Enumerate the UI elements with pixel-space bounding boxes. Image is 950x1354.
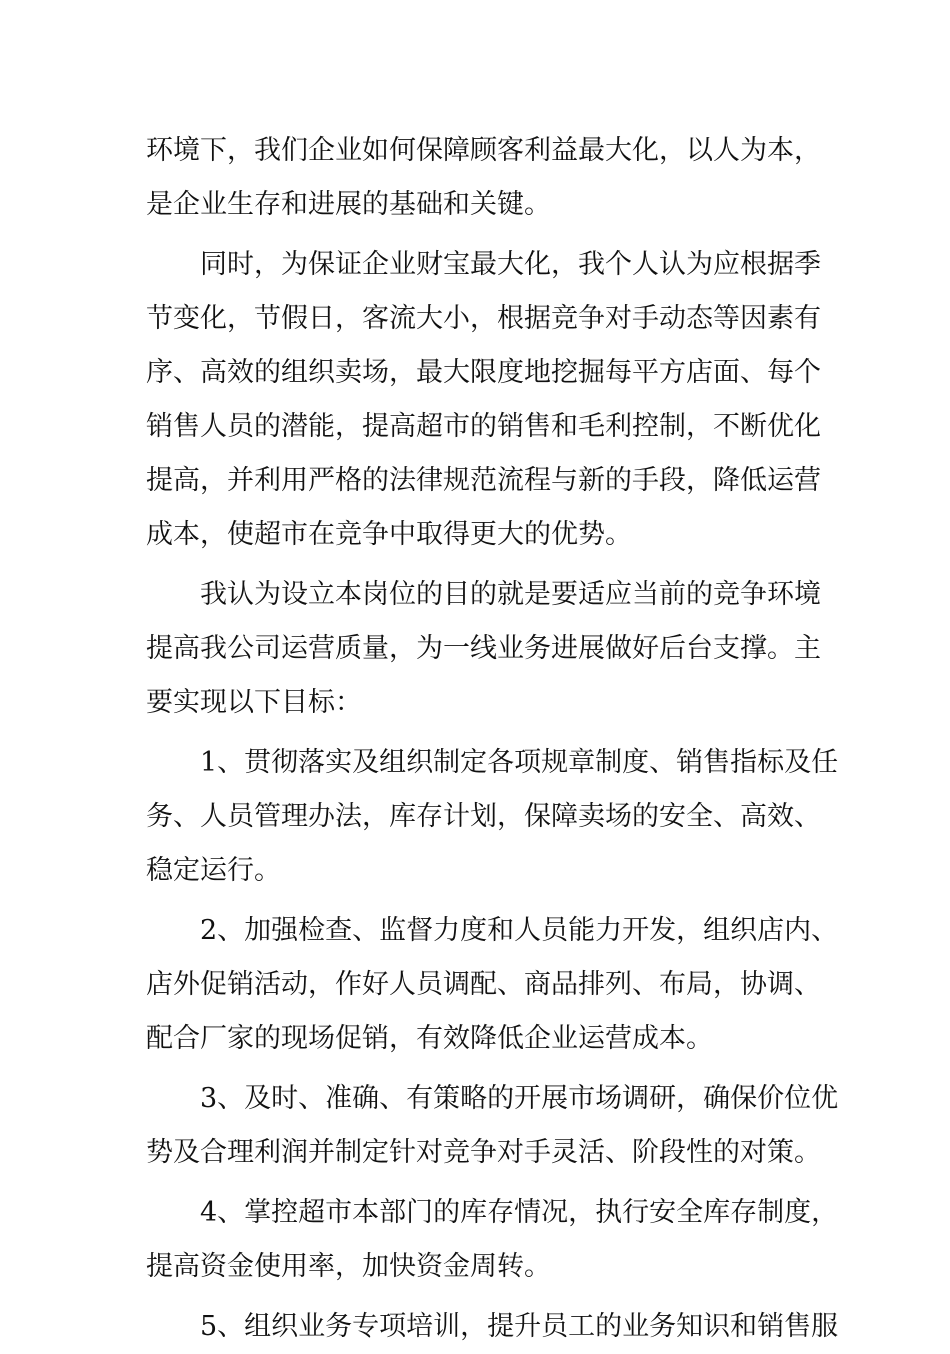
paragraph <box>146 568 821 730</box>
text-line: 同时，为保证企业财宝最大化，我个人认为应根据季 <box>200 249 821 280</box>
text-line: 店外促销活动，作好人员调配、商品排列、布局，协调、 <box>146 969 821 1000</box>
text-line: 序、高效的组织卖场，最大限度地挖掘每平方店面、每个 <box>146 357 821 388</box>
text-line: 1、贯彻落实及组织制定各项规章制度、销售指标及任 <box>200 747 839 778</box>
list-item-3 <box>146 1072 839 1180</box>
text-line: 5、组织业务专项培训，提升员工的业务知识和销售服 <box>200 1311 839 1342</box>
list-item-2 <box>146 904 839 1066</box>
text-line: 2、加强检查、监督力度和人员能力开发，组织店内、 <box>200 915 839 946</box>
text-line: 势及合理利润并制定针对竞争对手灵活、阶段性的对策。 <box>146 1137 821 1168</box>
text-line: 销售人员的潜能，提高超市的销售和毛利控制，不断优化 <box>146 411 821 442</box>
list-item-1 <box>146 736 839 898</box>
text-line: 提高我公司运营质量，为一线业务进展做好后台支撑。主 <box>146 633 821 664</box>
list-item-4 <box>146 1186 839 1294</box>
text-line: 3、及时、准确、有策略的开展市场调研，确保价位优 <box>200 1083 839 1114</box>
text-line: 环境下，我们企业如何保障顾客利益最大化，以人为本， <box>146 135 821 166</box>
text-line: 提高，并利用严格的法律规范流程与新的手段，降低运营 <box>146 465 821 496</box>
paragraph-continuation <box>146 124 821 232</box>
text-line: 是企业生存和进展的基础和关键。 <box>146 189 551 220</box>
text-line: 提高资金使用率，加快资金周转。 <box>146 1251 551 1282</box>
text-line: 我认为设立本岗位的目的就是要适应当前的竞争环境 <box>200 579 821 610</box>
text-line: 4、掌控超市本部门的库存情况，执行安全库存制度， <box>200 1197 839 1228</box>
document-body <box>146 124 839 1354</box>
text-line: 成本，使超市在竞争中取得更大的优势。 <box>146 519 632 550</box>
text-line: 稳定运行。 <box>146 855 281 886</box>
text-line: 务、人员管理办法，库存计划，保障卖场的安全、高效、 <box>146 801 821 832</box>
text-line: 配合厂家的现场促销，有效降低企业运营成本。 <box>146 1023 713 1054</box>
list-item-5 <box>146 1300 839 1354</box>
text-line: 要实现以下目标： <box>146 687 362 718</box>
text-line: 节变化，节假日，客流大小，根据竞争对手动态等因素有 <box>146 303 821 334</box>
paragraph <box>146 238 821 562</box>
